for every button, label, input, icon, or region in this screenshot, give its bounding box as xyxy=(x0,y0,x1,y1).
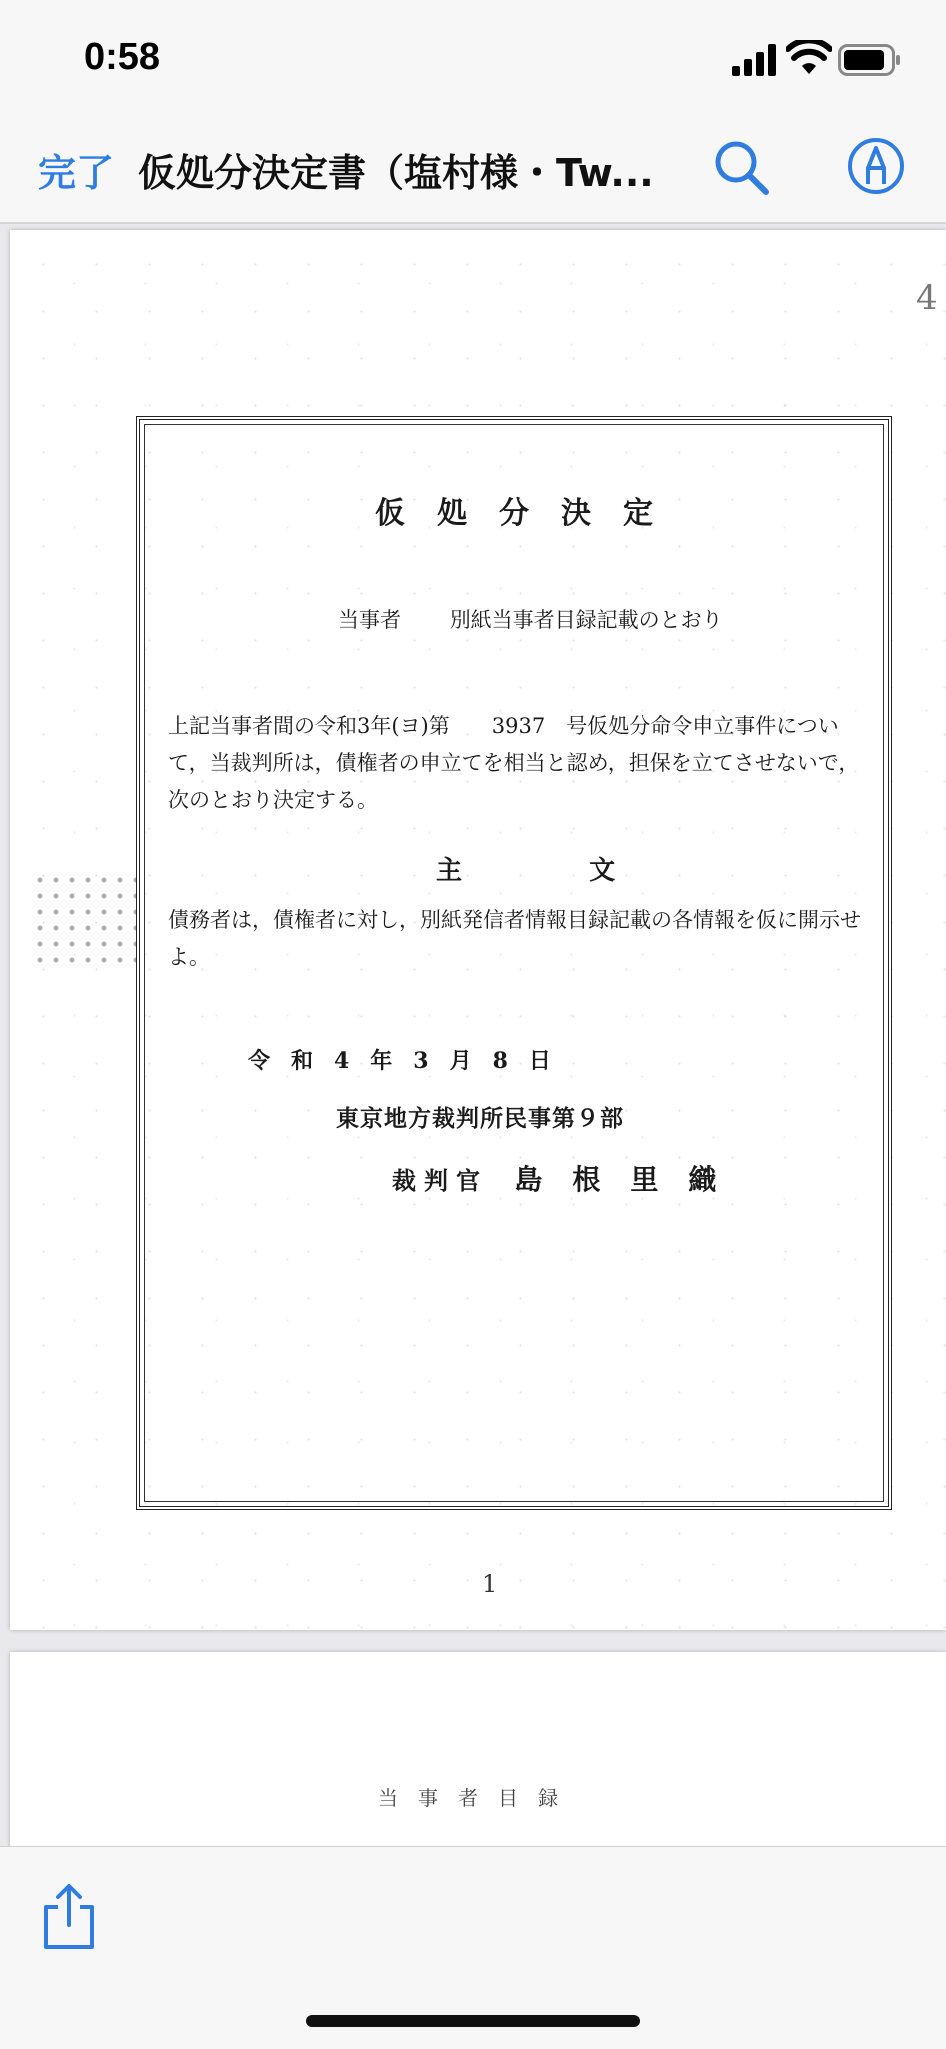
status-time: 0:58 xyxy=(84,36,161,78)
decision-heading: 仮処分決定 xyxy=(375,496,685,531)
order-paragraph: 債務者は，債権者に対し，別紙発信者情報目録記載の各情報を仮に開示せよ。 xyxy=(168,908,861,969)
parties-value: 別紙当事者目録記載のとおり xyxy=(449,608,723,632)
scan-dot-artifact xyxy=(32,872,136,972)
main-text-heading xyxy=(436,850,615,887)
case-paragraph: 上記当事者間の令和3年(ヨ)第 3937 号仮処分命令申立事件について，当裁判所は，債権者の申立てを相当と認め，担保を立てさせないで，次のとおり決定する。 xyxy=(168,714,860,812)
nav-bar xyxy=(0,120,946,224)
done-button[interactable]: 完了 xyxy=(38,151,115,195)
share-icon[interactable] xyxy=(40,1883,98,1951)
main-text-heading-char-2: 文 xyxy=(589,856,616,886)
document-page-2 xyxy=(10,1652,946,1846)
document-viewer[interactable] xyxy=(0,224,946,1846)
court-name: 東京地方裁判所民事第９部 xyxy=(336,1105,624,1132)
battery-icon xyxy=(838,44,902,76)
wifi-icon xyxy=(786,40,832,76)
home-indicator[interactable] xyxy=(306,2015,640,2027)
handwritten-page-mark: 4 xyxy=(916,278,938,318)
search-icon[interactable] xyxy=(712,138,770,196)
decision-frame xyxy=(136,416,892,1510)
parties-line xyxy=(338,604,723,634)
bottom-toolbar xyxy=(0,1846,946,2049)
party-list-heading: 当事者目録 xyxy=(378,1786,578,1810)
judge-line xyxy=(392,1158,746,1198)
judge-name: 島根里織 xyxy=(514,1163,747,1196)
main-text-heading-char-1: 主 xyxy=(436,856,463,886)
parties-label: 当事者 xyxy=(338,608,401,632)
document-title: 仮処分決定書（塩村様・Tw... xyxy=(138,151,654,195)
document-page-1 xyxy=(10,230,946,1630)
status-bar xyxy=(0,0,946,120)
cellular-signal-icon xyxy=(732,44,778,76)
page-number: 1 xyxy=(482,1570,498,1598)
markup-pen-icon[interactable] xyxy=(846,136,906,196)
judge-role: 裁判官 xyxy=(392,1166,488,1195)
decision-date: 令和4年3月8日 xyxy=(248,1048,572,1074)
